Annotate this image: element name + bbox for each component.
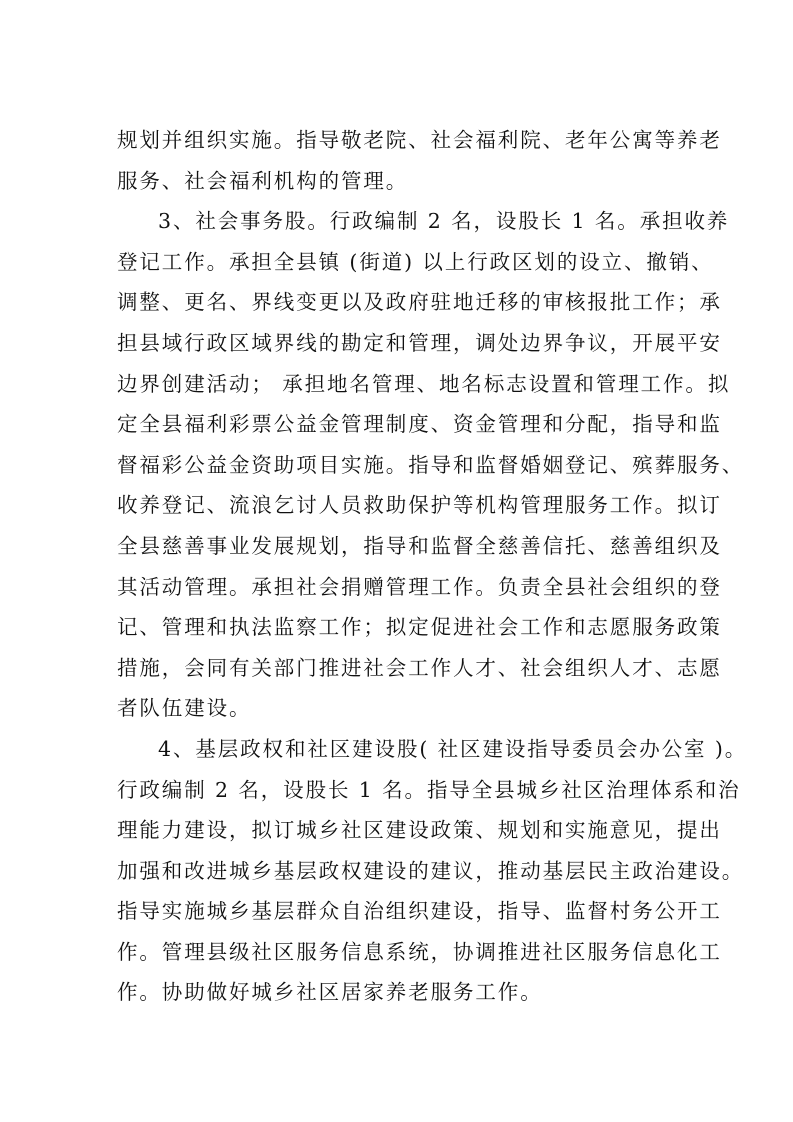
text-line: 担县域行政区域界线的勘定和管理，调处边界争议，开展平安 [117,330,722,355]
text-line: 规划并组织实施。指导敬老院、社会福利院、老年公寓等养老 [117,128,722,152]
text-line: 调整、更名、界线变更以及政府驻地迁移的审核报批工作；承 [117,290,722,315]
text-line: 服务、社会福利机构的管理。 [117,168,409,193]
text-line: 作。协助做好城乡社区居家养老服务工作。 [117,980,543,1005]
section-4-heading-line: 4、基层政权和社区建设股( 社区建设指导委员会办公室 )。 [158,736,748,761]
text-line: 作。管理县级社区服务信息系统，协调推进社区服务信息化工 [117,939,722,964]
text-line: 者队伍建设。 [117,696,252,721]
text-line: 加强和改进城乡基层政权建设的建议，推动基层民主政治建设。 [117,858,745,883]
text-line: 边界创建活动； 承担地名管理、地名标志设置和管理工作。拟 [117,371,731,396]
text-line: 措施，会同有关部门推进社会工作人才、社会组织人才、志愿 [117,655,722,680]
text-line: 记、管理和执法监察工作；拟定促进社会工作和志愿服务政策 [117,615,722,640]
text-line: 行政编制 2 名，设股长 1 名。指导全县城乡社区治理体系和治 [117,777,741,802]
text-line: 全县慈善事业发展规划，指导和监督全慈善信托、慈善组织及 [117,533,722,558]
text-line: 理能力建设，拟订城乡社区建设政策、规划和实施意见，提出 [117,818,722,843]
text-line: 其活动管理。承担社会捐赠管理工作。负责全县社会组织的登 [117,574,722,599]
section-3-heading-line: 3、社会事务股。行政编制 2 名，设股长 1 名。承担收养 [158,209,730,234]
text-line: 督福彩公益金资助项目实施。指导和监督婚姻登记、殡葬服务、 [117,452,745,477]
text-line: 指导实施城乡基层群众自治组织建设，指导、监督村务公开工 [117,899,722,924]
text-line: 收养登记、流浪乞讨人员救助保护等机构管理服务工作。拟订 [117,493,722,518]
document-body [117,120,748,1013]
text-line: 登记工作。承担全县镇 (街道) 以上行政区划的设立、撤销、 [117,249,714,274]
text-line: 定全县福利彩票公益金管理制度、资金管理和分配，指导和监 [117,412,722,437]
